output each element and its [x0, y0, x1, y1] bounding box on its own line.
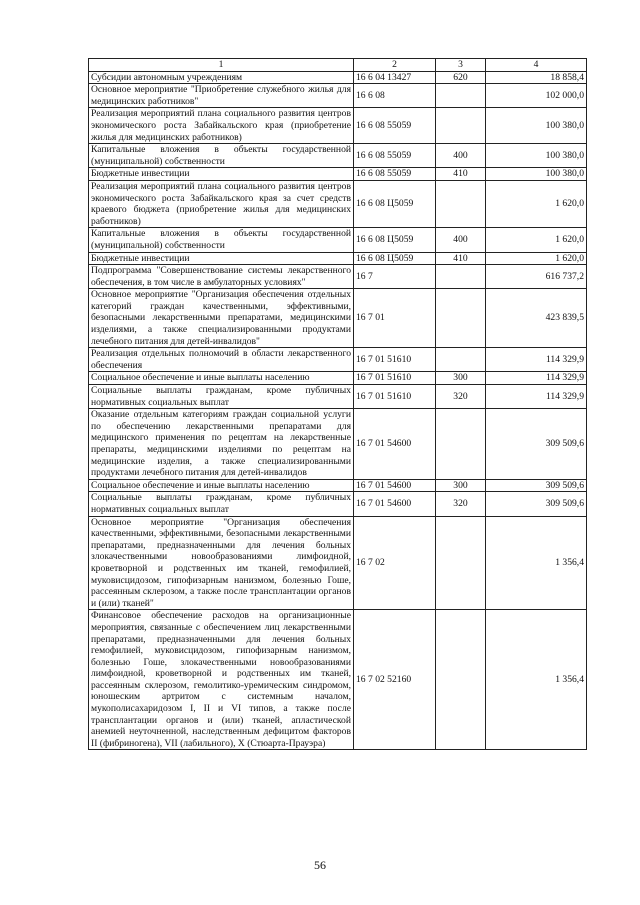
target-code-cell: 16 6 08 Ц5059 — [354, 180, 436, 227]
amount-cell: 100 380,0 — [486, 168, 587, 181]
expense-type-cell — [436, 348, 486, 372]
target-code-cell: 16 7 02 — [354, 516, 436, 610]
target-code-cell: 16 7 01 51610 — [354, 372, 436, 385]
column-header: 4 — [486, 59, 587, 72]
row-name-cell: Подпрограмма "Совершенствование системы лекарственного обеспечения, в том числе в амбулаторных условиях" — [89, 265, 354, 289]
row-name-cell: Капитальные вложения в объекты государственной (муниципальной) собственности — [89, 144, 354, 168]
expense-type-cell — [436, 289, 486, 348]
expense-type-cell — [436, 610, 486, 750]
table-row — [89, 610, 587, 750]
column-number-row — [89, 59, 587, 72]
target-code-cell: 16 7 01 51610 — [354, 385, 436, 409]
row-name-cell: Социальное обеспечение и иные выплаты населению — [89, 372, 354, 385]
budget-table — [88, 58, 587, 750]
table-row — [89, 252, 587, 265]
expense-type-cell: 300 — [436, 372, 486, 385]
table-row — [89, 289, 587, 348]
row-name-cell: Реализация мероприятий плана социального развития центров экономического роста Забайкальского края (приобретение жилья для медицинских работников) — [89, 108, 354, 144]
table-row — [89, 492, 587, 516]
table-row — [89, 385, 587, 409]
row-name-cell: Реализация мероприятий плана социального развития центров экономического роста Забайкальского края за счет средств краевого бюджета (приобретение жилья для медицинских работников) — [89, 180, 354, 227]
expense-type-cell — [436, 108, 486, 144]
column-header: 1 — [89, 59, 354, 72]
amount-cell: 114 329,9 — [486, 348, 587, 372]
target-code-cell: 16 7 02 52160 — [354, 610, 436, 750]
table-row — [89, 409, 587, 480]
expense-type-cell — [436, 265, 486, 289]
row-name-cell: Бюджетные инвестиции — [89, 252, 354, 265]
target-code-cell: 16 6 08 Ц5059 — [354, 252, 436, 265]
expense-type-cell: 410 — [436, 252, 486, 265]
target-code-cell: 16 6 08 Ц5059 — [354, 228, 436, 252]
expense-type-cell: 320 — [436, 492, 486, 516]
expense-type-cell — [436, 409, 486, 480]
amount-cell: 1 356,4 — [486, 516, 587, 610]
page-number: 56 — [314, 858, 326, 872]
row-name-cell: Оказание отдельным категориям граждан социальной услуги по обеспечению лекарственными препаратами для медицинского применения по рецептам на лекарственные препараты, медицинскими изделиями по рецептам на медицинские изделия, а также специализированными продуктами лечебного питания для детей-инвалидов — [89, 409, 354, 480]
table-row — [89, 71, 587, 84]
amount-cell: 1 356,4 — [486, 610, 587, 750]
amount-cell: 616 737,2 — [486, 265, 587, 289]
amount-cell: 18 858,4 — [486, 71, 587, 84]
target-code-cell: 16 6 08 55059 — [354, 144, 436, 168]
expense-type-cell: 410 — [436, 168, 486, 181]
expense-type-cell — [436, 84, 486, 108]
table-row — [89, 84, 587, 108]
amount-cell: 100 380,0 — [486, 144, 587, 168]
row-name-cell: Финансовое обеспечение расходов на организационные мероприятия, связанные с обеспечением лиц лекарственными препаратами, предназначенными для лечения больных гемофилией, муковисцидозом, гипофизарным нанизмом, болезнью Гоше, злокачественными новообразованиями лимфоидной, кроветворной и родственных им тканей, рассеянным склерозом, гемолитико-уремическим синдромом, юношеским артритом с системным началом, мукополисахаридозом I, II и VI типов, а также после трансплантации органов и (или) тканей, апластической анемией неуточненной, наследственным дефицитом факторов II (фибриногена), VII (лабильного), X (Стюарта-Прауэра) — [89, 610, 354, 750]
amount-cell: 423 839,5 — [486, 289, 587, 348]
amount-cell: 102 000,0 — [486, 84, 587, 108]
expense-type-cell: 300 — [436, 479, 486, 492]
expense-type-cell — [436, 180, 486, 227]
row-name-cell: Основное мероприятие "Организация обеспечения отдельных категорий граждан качественными, эффективными, безопасными лекарственными препаратами, медицинскими изделиями, а также специализированными продуктами лечебного питания для детей-инвалидов" — [89, 289, 354, 348]
expense-type-cell: 400 — [436, 144, 486, 168]
table-row — [89, 168, 587, 181]
expense-type-cell: 320 — [436, 385, 486, 409]
table-row — [89, 144, 587, 168]
amount-cell: 100 380,0 — [486, 108, 587, 144]
row-name-cell: Социальное обеспечение и иные выплаты населению — [89, 479, 354, 492]
table-row — [89, 372, 587, 385]
row-name-cell: Субсидии автономным учреждениям — [89, 71, 354, 84]
target-code-cell: 16 6 08 — [354, 84, 436, 108]
target-code-cell: 16 6 08 55059 — [354, 108, 436, 144]
row-name-cell: Социальные выплаты гражданам, кроме публичных нормативных социальных выплат — [89, 385, 354, 409]
table-row — [89, 265, 587, 289]
expense-type-cell — [436, 516, 486, 610]
target-code-cell: 16 7 — [354, 265, 436, 289]
target-code-cell: 16 7 01 54600 — [354, 409, 436, 480]
target-code-cell: 16 7 01 51610 — [354, 348, 436, 372]
target-code-cell: 16 7 01 54600 — [354, 492, 436, 516]
row-name-cell: Основное мероприятие "Приобретение служебного жилья для медицинских работников" — [89, 84, 354, 108]
column-header: 2 — [354, 59, 436, 72]
table-row — [89, 479, 587, 492]
row-name-cell: Основное мероприятие "Организация обеспечения качественными, эффективными, безопасными лекарственными препаратами, предназначенными для лечения больных злокачественными новообразованиями лимфоидной, кроветворной и родственных им тканей, гемофилией, муковисцидозом, гипофизарным нанизмом, болезнью Гоше, рассеянным склерозом, а также после трансплантации органов и (или) тканей" — [89, 516, 354, 610]
amount-cell: 1 620,0 — [486, 180, 587, 227]
expense-type-cell: 620 — [436, 71, 486, 84]
target-code-cell: 16 7 01 54600 — [354, 479, 436, 492]
table-row — [89, 108, 587, 144]
target-code-cell: 16 6 04 13427 — [354, 71, 436, 84]
row-name-cell: Реализация отдельных полномочий в области лекарственного обеспечения — [89, 348, 354, 372]
amount-cell: 114 329,9 — [486, 385, 587, 409]
table-row — [89, 180, 587, 227]
row-name-cell: Капитальные вложения в объекты государственной (муниципальной) собственности — [89, 228, 354, 252]
column-header: 3 — [436, 59, 486, 72]
amount-cell: 309 509,6 — [486, 492, 587, 516]
row-name-cell: Социальные выплаты гражданам, кроме публичных нормативных социальных выплат — [89, 492, 354, 516]
amount-cell: 114 329,9 — [486, 372, 587, 385]
target-code-cell: 16 7 01 — [354, 289, 436, 348]
table-body — [89, 71, 587, 750]
table-row — [89, 516, 587, 610]
table-row — [89, 228, 587, 252]
amount-cell: 1 620,0 — [486, 228, 587, 252]
table-row — [89, 348, 587, 372]
target-code-cell: 16 6 08 55059 — [354, 168, 436, 181]
amount-cell: 1 620,0 — [486, 252, 587, 265]
expense-type-cell: 400 — [436, 228, 486, 252]
amount-cell: 309 509,6 — [486, 479, 587, 492]
row-name-cell: Бюджетные инвестиции — [89, 168, 354, 181]
amount-cell: 309 509,6 — [486, 409, 587, 480]
